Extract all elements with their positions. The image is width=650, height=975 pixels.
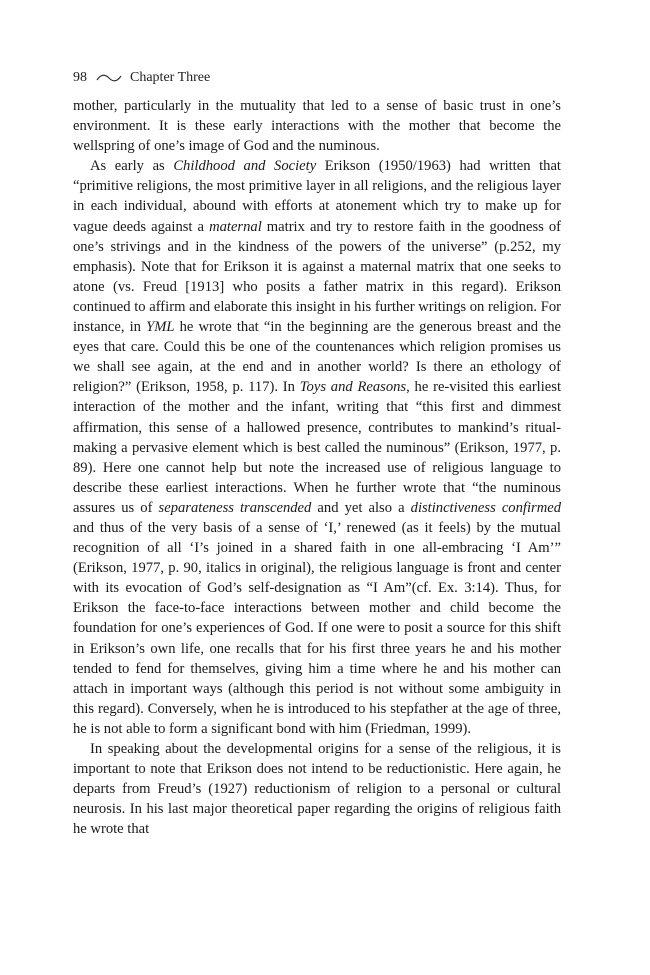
book-title-italic: YML bbox=[146, 319, 175, 336]
paragraph-3: In speaking about the developmental origins for a sense of the religious, it is important to note that Erikson does not intend to be reductionistic. Here again, he departs from Freud’s (1927) reductionism of religion to a personal or cultural neurosis. In his last major theoretical paper regarding the origins of religious faith he wrote that bbox=[73, 741, 561, 838]
running-head-title: Chapter Three bbox=[130, 70, 211, 85]
ornament-swash-icon bbox=[96, 73, 122, 83]
paragraph-2 bbox=[73, 156, 561, 739]
book-title-italic: Childhood and Society bbox=[173, 158, 317, 175]
running-header bbox=[73, 68, 210, 88]
paragraph-1: mother, particularly in the mutuality that led to a sense of basic trust in one’s environment. It is these early interactions with the mother that become the wellspring of one’s image of God and the numinous. bbox=[73, 98, 561, 155]
book-title-italic: Toys and Reasons bbox=[299, 379, 407, 396]
emphasis-italic: distinctiveness confirmed bbox=[410, 499, 562, 516]
text-run: , he re-visited this earliest interaction of the mother and the infant, writing that “this first and dimmest affirmation, this sense of a hallowed presence, contributes to mankind’s ritual-making a pervasive element which is best called the numinous” (Erikson, 1977, p. 89). Here one cannot help but note the increased use of religious language to describe these earliest interactions. When he further wrote that “the numinous assures us of bbox=[73, 379, 561, 516]
body-text bbox=[73, 96, 561, 839]
text-run: and yet also a bbox=[311, 499, 411, 516]
page-number: 98 bbox=[73, 70, 87, 85]
text-run: he wrote that “in the beginning are the generous breast and the eyes that care. Could this be one of the countenances which religion promises us we shall see again, at the end and in another world? Is there an ethology of religion?” (Erikson, 1958, p. 117). In bbox=[73, 319, 561, 396]
emphasis-italic: separateness transcended bbox=[158, 499, 312, 516]
text-run: matrix and try to restore faith in the goodness of one’s strivings and in the kindness of the powers of the universe” (p.252, my emphasis). Note that for Erikson it is against a maternal matrix that one seeks to atone (vs. Freud [1913] who posits a father matrix in this regard). Erikson continued to affirm and elaborate this insight in his further writings on religion. For instance, in bbox=[73, 218, 562, 336]
text-run: Erikson (1950/1963) had written that “primitive religions, the most primitive layer in all religions, and the religious layer in each individual, abound with efforts at atonement which try to make up for vague deeds against a bbox=[73, 158, 561, 235]
text-run: and thus of the very basis of a sense of ‘I,’ renewed (as it feels) by the mutual recognition of all ‘I’s joined in a shared faith in one all-embracing ‘I Am’” (Erikson, 1977, p. 90, italics in original), the religious language is front and center with its evocation of God’s self-designation as “I Am”(cf. Ex. 3:14). Thus, for Erikson the face-to-face interactions between mother and child become the foundation for one’s experiences of God. If one were to posit a source for this shift in Erikson’s own life, one recalls that for his first three years he and his mother tended to fend for themselves, giving him a time where he and his mother can attach in important ways (although this period is not without some ambiguity in this regard). Conversely, when he is introduced to his stepfather at the age of three, he is not able to form a significant bond with him (Friedman, 1999). bbox=[73, 519, 561, 737]
emphasis-italic: maternal bbox=[209, 218, 262, 235]
text-run: As early as bbox=[90, 158, 174, 175]
